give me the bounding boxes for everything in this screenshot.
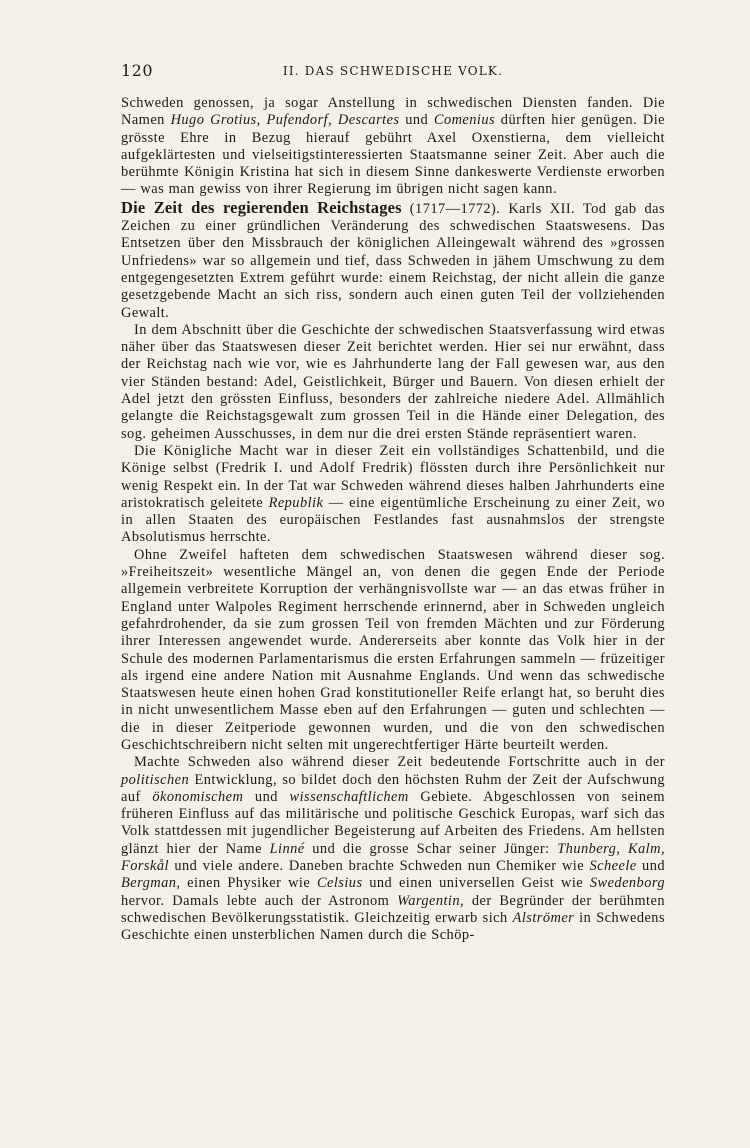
italic-text: Scheele (589, 858, 637, 875)
italic-text: Thunberg, Kalm, Forskål (121, 840, 665, 875)
text-run: In dem Abschnitt über die Geschichte der schwedischen Staatsverfassung wird etwas näher über das Staatswesen dieser Zeit berichtet werden. Hier sei nur erwähnt, dass der Reichstag nach wie vor, wie es Jahrhunderte lang der Fall gewesen war, aus den vier Ständen bestand: Adel, Geistlichkeit, Bürger und Bauern. Von diesen erhielt der Adel jetzt den grössten Einfluss, besonders der zahlreiche niedere Adel. Allmählich gelangte die Reichstagsgewalt zum grossen Teil in die Hände einer Delegation, des sog. geheimen Ausschusses, in dem nur die drei ersten Stände repräsentiert waren. (121, 321, 665, 442)
text-run: und (636, 858, 665, 875)
italic-text: Republik (268, 494, 324, 511)
text-run: , einen Physiker wie (176, 875, 317, 892)
text-run: und viele andere. Daneben brachte Schweden nun Chemiker wie (168, 858, 590, 875)
text-run: , der Begründer der berühmten schwedischen Bevölkerungsstatistik. Gleichzeitig erwarb sich (121, 892, 665, 926)
paragraph (121, 754, 665, 944)
text-run: Entwicklung, so bildet doch den höchsten Ruhm der Zeit der Aufschwung auf (121, 771, 665, 805)
paragraph (121, 199, 665, 322)
italic-text: Alströmer (512, 909, 575, 926)
running-title: II. DAS SCHWEDISCHE VOLK. (282, 64, 504, 78)
paragraph (121, 95, 665, 199)
paragraph (121, 322, 665, 443)
italic-text: Wargentin (397, 892, 461, 909)
text-run: Ohne Zweifel hafteten dem schwedischen Staatswesen während dieser sog. »Freiheitszeit» wesentliche Mängel an, von denen die gegen Ende der Periode allgemein verbreitete Korruption der verhängnisvollste war — an das etwas früher in England unter Walpoles Regiment herrschende erinnernd, aber in Schweden ungleich gefahrdrohender, da sie zum grossen Teil von fremden Mächten und zur Förderung ihrer Interessen angewendet wurde. Andererseits aber konnte das Volk hier in der Schule des modernen Parlamentarismus die ersten Erfahrungen sammeln — früzeitiger als irgend eine andere Nation mit Ausnahme Englands. Und wenn das schwedische Staatswesen heute einen hohen Grad konstitutioneller Reife erlangt hat, so beruht dies in nicht unwesentlichem Masse eben auf den Erfahrungen — guten und schlechten — die in dieser Zeitperiode gewonnen wurden, und die von den schwedischen Geschichtschreibern nicht selten mit ungerechtfertiger Härte beurteilt werden. (121, 546, 665, 753)
text-run: und die grosse Schar seiner Jünger: (304, 840, 558, 857)
text-run: Gebiete. Abgeschlossen von seinem früheren Einfluss auf das militärische und politische Geschick Europas, warf sich das Volk stattdessen mit jugendlicher Begeisterung auf Arbeiten des Friedens. Am hellsten glänzt hier der Name (121, 788, 666, 857)
italic-text: Celsius (316, 875, 363, 892)
italic-text: Comenius (433, 112, 496, 129)
text-run: — eine eigentümliche Erscheinung zu einer Zeit, wo in allen Staaten des europäischen Festlandes fast ausnahmslos der strengste Absolutismus herrschte. (121, 494, 665, 546)
italic-text: Swedenborg (589, 875, 666, 892)
italic-text: politischen (121, 771, 190, 788)
text-run: in Schwedens Geschichte einen unsterblichen Namen durch die Schöp- (121, 909, 665, 944)
page-number: 120 (121, 61, 154, 80)
text-run: Schweden genossen, ja sogar Anstellung in schwedischen Diensten fanden. Die Namen (121, 95, 665, 129)
italic-text: ökonomischem (152, 788, 244, 805)
italic-text: Bergman (121, 875, 177, 892)
text-run: (1717—1772). Karls XII. Tod gab das Zeichen zu einer gründlichen Veränderung des schwedischen Staatswesens. Das Entsetzen über den Missbrauch der königlichen Alleingewalt während des »grossen Unfriedens» war so allgemein und tief, dass Schweden in jähem Umschwung zu dem entgegengesetzten Extrem geführt wurde: einem Reichstag, der nicht allein die ganze gesetzgebende Macht an sich riss, sondern auch einen guten Teil der vollziehenden Gewalt. (121, 200, 665, 321)
paragraph (121, 443, 665, 547)
paragraph (121, 547, 665, 755)
section-heading: Die Zeit des regierenden Reichstages (121, 197, 402, 217)
text-run: hervor. Damals lebte auch der Astronom (121, 892, 398, 909)
text-run: dürften hier genügen. Die grösste Ehre in Bezug hierauf gebührt Axel Oxenstierna, dem vielleicht aufgeklärtesten und vielseitigstinteressierten Staatsmanne seiner Zeit. Aber auch die berühmte Königin Kristina hat sich in diesem Sinne dankeswerte Verdienste erworben — was man gewiss von ihrer Regierung im übrigen nicht sagen kann. (121, 112, 665, 198)
body-text (121, 95, 665, 945)
italic-text: Linné (269, 840, 305, 857)
italic-text: wissenschaftlichem (289, 788, 409, 805)
text-run: Machte Schweden also während dieser Zeit bedeutende Fortschritte auch in der (134, 754, 665, 771)
text-run: und (243, 788, 290, 805)
text-run: und (399, 112, 434, 129)
page-header (121, 61, 665, 83)
text-run: Die Königliche Macht war in dieser Zeit ein vollständiges Schattenbild, und die Könige selbst (Fredrik I. und Adolf Fredrik) flössten durch ihre Persönlichkeit nur wenig Respekt ein. In der Tat war Schweden während dieses halben Jahrhunderts eine aristokratisch geleitete (121, 442, 665, 511)
text-run: und einen universellen Geist wie (362, 875, 590, 892)
italic-text: Hugo Grotius, Pufendorf, Descartes (170, 112, 400, 129)
